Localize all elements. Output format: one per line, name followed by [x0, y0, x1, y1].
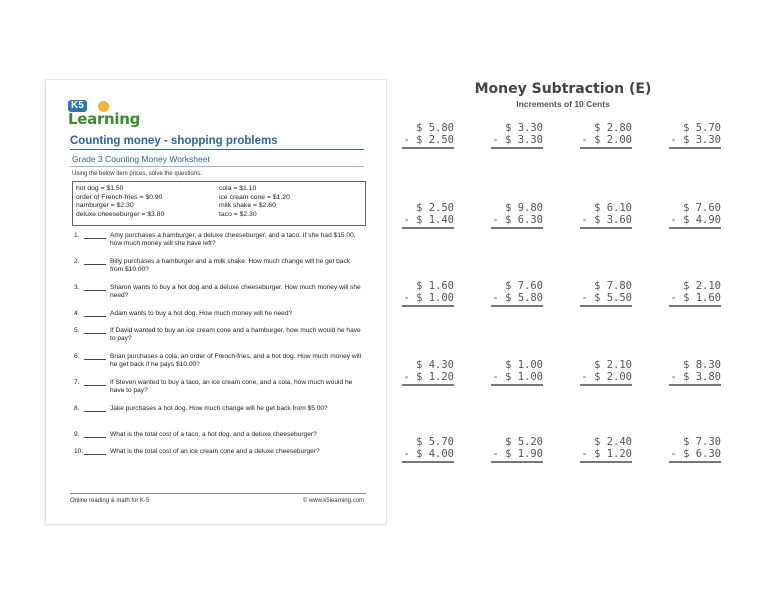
subtraction-problem — [669, 436, 721, 463]
subtraction-problem — [580, 122, 632, 149]
question-number: 9. — [74, 431, 80, 438]
question-text: Amy purchases a hamburger, a deluxe cheeseburger, and a taco. If she had $15.00, how much money will she have left? — [110, 232, 356, 247]
subtraction-problem — [669, 280, 721, 307]
minuend: $ 3.30 — [505, 122, 543, 134]
sum-line — [491, 461, 543, 463]
answer-blank — [84, 290, 106, 291]
subtrahend: - $ 4.00 — [403, 448, 454, 460]
subtrahend: - $ 5.80 — [492, 292, 543, 304]
subtrahend: - $ 1.00 — [492, 371, 543, 383]
sum-line — [402, 384, 454, 386]
price-item: order of French-fries = $0.90 — [76, 193, 163, 201]
answer-blank — [84, 385, 106, 386]
subtraction-problem — [491, 436, 543, 463]
subtraction-problem — [402, 436, 454, 463]
question-number: 1. — [74, 232, 80, 239]
subtraction-problem — [491, 359, 543, 386]
minuend: $ 5.70 — [683, 122, 721, 134]
minuend: $ 5.20 — [505, 436, 543, 448]
subtrahend: - $ 5.50 — [581, 292, 632, 304]
price-list-box — [72, 181, 366, 226]
subtraction-problem — [580, 280, 632, 307]
price-column-1 — [76, 185, 164, 219]
question-text: What is the total cost of an ice cream cone and a deluxe cheeseburger? — [110, 448, 320, 455]
price-column-2 — [219, 185, 290, 219]
sum-line — [491, 147, 543, 149]
sum-line — [580, 227, 632, 229]
subtrahend: - $ 3.80 — [670, 371, 721, 383]
subtrahend: - $ 2.00 — [581, 371, 632, 383]
sum-line — [669, 147, 721, 149]
sum-line — [669, 305, 721, 307]
minuend: $ 7.80 — [594, 280, 632, 292]
subtrahend: - $ 1.20 — [403, 371, 454, 383]
sum-line — [491, 227, 543, 229]
answer-blank — [84, 359, 106, 360]
sum-line — [491, 384, 543, 386]
subtrahend: - $ 2.00 — [581, 134, 632, 146]
sum-line — [580, 147, 632, 149]
subtrahend: - $ 1.90 — [492, 448, 543, 460]
subtrahend: - $ 1.40 — [403, 214, 454, 226]
subtraction-problem — [402, 202, 454, 229]
subtraction-problem — [580, 436, 632, 463]
price-item: taco = $2.30 — [219, 210, 257, 218]
subtraction-problem — [491, 122, 543, 149]
minuend: $ 2.50 — [416, 202, 454, 214]
sum-line — [491, 305, 543, 307]
sum-line — [669, 461, 721, 463]
price-item: deluxe cheeseburger = $3.80 — [76, 210, 165, 218]
subtraction-problem — [491, 202, 543, 229]
question-text: If David wanted to buy an ice cream cone and a hamburger, how much would he have to pay? — [110, 327, 361, 342]
subtraction-problem — [580, 202, 632, 229]
money-subtraction-worksheet — [400, 78, 740, 498]
footer-right-text: © www.k5learning.com — [302, 498, 364, 504]
subtraction-problem — [669, 359, 721, 386]
sum-line — [580, 461, 632, 463]
subtraction-title: Money Subtraction (E) — [474, 81, 652, 97]
answer-blank — [84, 437, 106, 438]
question-number: 10. — [74, 448, 84, 455]
question-number: 4. — [74, 310, 80, 317]
minuend: $ 7.60 — [505, 280, 543, 292]
question-text: Jake purchases a hot dog. How much change will he get back from $5.00? — [110, 405, 328, 412]
footer-divider — [70, 493, 366, 494]
sum-line — [669, 384, 721, 386]
sum-line — [402, 305, 454, 307]
minuend: $ 9.80 — [505, 202, 543, 214]
sum-line — [580, 305, 632, 307]
subtitle-divider — [70, 166, 364, 167]
subtrahend: - $ 6.30 — [670, 448, 721, 460]
subtrahend: - $ 1.60 — [670, 292, 721, 304]
question-number: 5. — [74, 327, 80, 334]
sum-line — [402, 147, 454, 149]
sum-line — [402, 461, 454, 463]
k5-learning-logo — [68, 100, 141, 130]
answer-blank — [84, 238, 106, 239]
minuend: $ 2.40 — [594, 436, 632, 448]
question-text: What is the total cost of a taco, a hot dog, and a deluxe cheeseburger? — [110, 431, 317, 438]
question-number: 6. — [74, 353, 80, 360]
answer-blank — [84, 411, 106, 412]
subtraction-problem — [402, 280, 454, 307]
minuend: $ 8.30 — [683, 359, 721, 371]
answer-blank — [84, 316, 106, 317]
subtraction-problem — [491, 280, 543, 307]
price-item: ice cream cone = $1.20 — [219, 193, 290, 201]
logo-k5-text: K5 — [68, 100, 87, 112]
price-item: hot dog = $1.50 — [76, 185, 124, 192]
instructions: Using the below item prices, solve the questions. — [72, 171, 202, 177]
worksheet-title: Counting money - shopping problems — [70, 135, 278, 147]
minuend: $ 1.00 — [505, 359, 543, 371]
question-text: Sharon wants to buy a hot dog and a deluxe cheeseburger. How much money will she need? — [110, 284, 361, 299]
sum-line — [669, 227, 721, 229]
minuend: $ 7.30 — [683, 436, 721, 448]
sum-line — [402, 227, 454, 229]
minuend: $ 2.10 — [594, 359, 632, 371]
question-text: If Steven wanted to buy a taco, an ice cream cone, and a cola, how much would he have to pay? — [110, 379, 353, 394]
title-divider — [70, 149, 364, 150]
subtraction-problem — [580, 359, 632, 386]
subtraction-problem — [669, 202, 721, 229]
worksheet-subtitle: Grade 3 Counting Money Worksheet — [72, 154, 210, 164]
minuend: $ 6.10 — [594, 202, 632, 214]
question-text: Billy purchases a hamburger and a milk shake. How much change will he get back from $10.00? — [110, 258, 351, 273]
price-item: milk shake = $2.60 — [219, 202, 276, 209]
question-number: 2. — [74, 258, 80, 265]
minuend: $ 2.80 — [594, 122, 632, 134]
subtraction-problem — [402, 359, 454, 386]
subtrahend: - $ 3.30 — [492, 134, 543, 146]
minuend: $ 1.60 — [416, 280, 454, 292]
sum-line — [580, 384, 632, 386]
counting-money-worksheet — [46, 80, 386, 524]
minuend: $ 7.60 — [683, 202, 721, 214]
subtrahend: - $ 1.00 — [403, 292, 454, 304]
question-text: Adam wants to buy a hot dog. How much money will he need? — [110, 310, 293, 317]
subtraction-subtitle: Increments of 10 Cents — [516, 99, 610, 109]
minuend: $ 5.70 — [416, 436, 454, 448]
minuend: $ 5.80 — [416, 122, 454, 134]
subtraction-problem — [669, 122, 721, 149]
minuend: $ 2.10 — [683, 280, 721, 292]
subtrahend: - $ 6.30 — [492, 214, 543, 226]
answer-blank — [84, 333, 106, 334]
question-number: 7. — [74, 379, 80, 386]
price-item: cola = $1.10 — [219, 185, 257, 192]
subtrahend: - $ 2.50 — [403, 134, 454, 146]
answer-blank — [84, 454, 106, 455]
subtrahend: - $ 3.30 — [670, 134, 721, 146]
minuend: $ 4.30 — [416, 359, 454, 371]
subtrahend: - $ 4.90 — [670, 214, 721, 226]
price-item: hamburger = $2.30 — [76, 202, 134, 209]
subtrahend: - $ 3.60 — [581, 214, 632, 226]
logo-learning-text: Learning — [68, 110, 141, 128]
footer-left-text: Online reading & math for K-5 — [70, 498, 150, 504]
question-number: 8. — [74, 405, 80, 412]
question-text: Brian purchases a cola, an order of French-fries, and a hot dog. How much money will he get back if he pays $10.00? — [110, 353, 362, 368]
subtrahend: - $ 1.20 — [581, 448, 632, 460]
answer-blank — [84, 264, 106, 265]
question-number: 3. — [74, 284, 80, 291]
subtraction-problem — [402, 122, 454, 149]
